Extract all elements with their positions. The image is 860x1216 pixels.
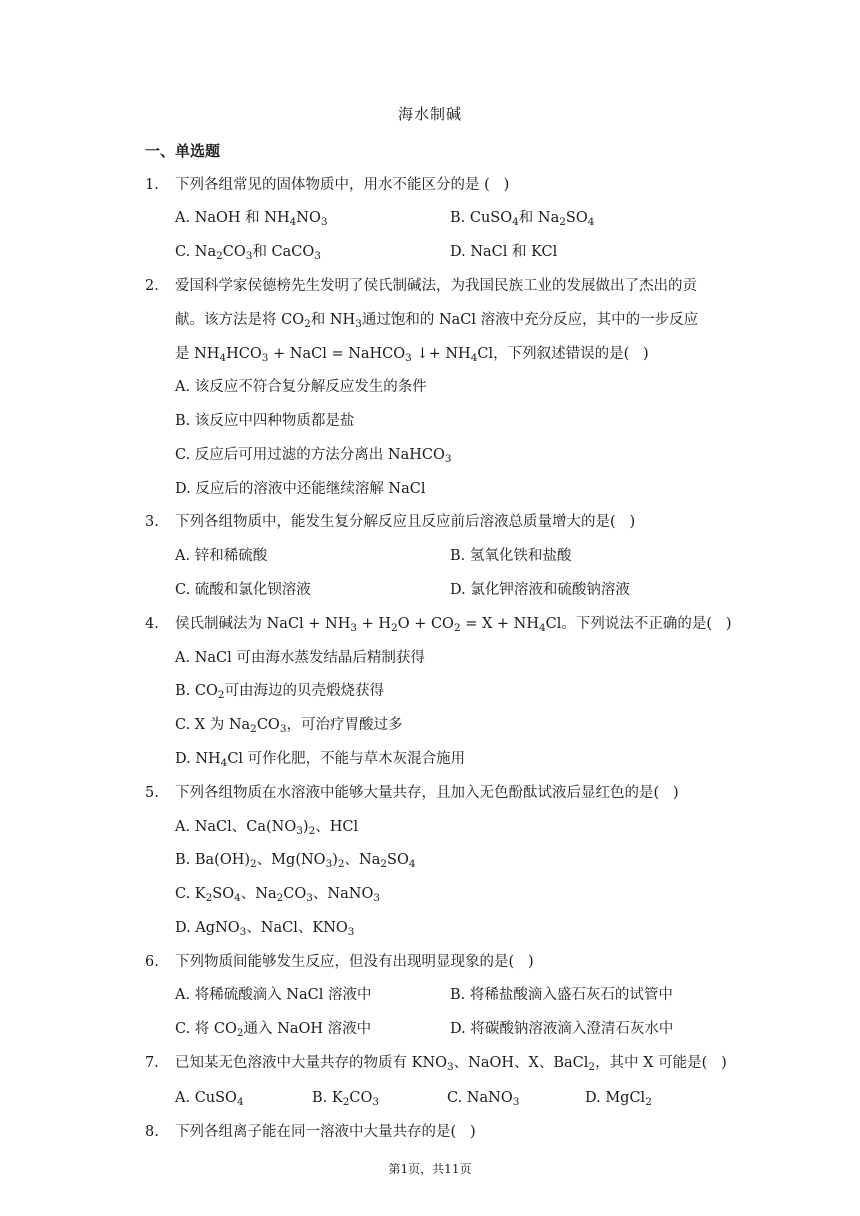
answer-option: B. $Ba(OH)_2$、$Mg(NO_3)_2$、$Na_2SO_4$ xyxy=(175,852,416,870)
section-heading: 一、单选题 xyxy=(145,142,221,160)
answer-option: D. 氯化钾溶液和硫酸钠溶液 xyxy=(450,582,630,598)
question-stem: 已知某无色溶液中大量共存的物质有 $KNO_3$、NaOH、X、BaCl$_2$，其中 X 可能是( ) xyxy=(175,1055,727,1073)
answer-option: C. NaNO$_3$ xyxy=(447,1090,520,1108)
answer-option: C. 将 $CO_2$通入 NaOH 溶液中 xyxy=(175,1021,372,1039)
answer-option: B. $CO_2$可由海边的贝壳煅烧获得 xyxy=(175,683,385,701)
answer-option: C. X 为 $Na_2CO_3$，可治疗胃酸过多 xyxy=(175,717,403,735)
answer-option: C. 硫酸和氯化钡溶液 xyxy=(175,582,311,598)
question-number: 2. xyxy=(145,278,159,294)
answer-option: A. 该反应不符合复分解反应发生的条件 xyxy=(175,379,427,395)
answer-option: B. $K_2CO_3$ xyxy=(312,1090,380,1108)
question-stem: 献。该方法是将 $CO_2$和 $NH_3$通过饱和的 NaCl 溶液中充分反应，其中的一步反应 xyxy=(175,312,699,330)
answer-option: A. NaOH 和 $NH_4NO_3$ xyxy=(175,210,328,228)
question-number: 4. xyxy=(145,616,159,632)
answer-option: B. 氢氧化铁和盐酸 xyxy=(450,548,572,564)
question-stem: 下列物质间能够发生反应，但没有出现明显现象的是( ) xyxy=(175,954,534,970)
answer-option: C. 反应后可用过滤的方法分离出 NaHCO$_3$ xyxy=(175,447,452,465)
document-title: 海水制碱 xyxy=(397,105,462,123)
answer-option: D. 反应后的溶液中还能继续溶解 NaCl xyxy=(175,481,426,497)
question-stem: 侯氏制碱法为 NaCl + $NH_3 + H_2O + CO_2 = X + NH_4Cl$。下列说法不正确的是( ) xyxy=(175,616,732,634)
answer-option: D. AgNO$_3$、NaCl、$KNO_3$ xyxy=(175,920,355,938)
answer-option: A. NaCl、$Ca(NO_3)_2$、HCl xyxy=(175,819,359,837)
answer-option: D. MgCl$_2$ xyxy=(585,1090,652,1108)
page-footer: 第1页，共11页 xyxy=(388,1162,472,1176)
question-stem: 下列各组离子能在同一溶液中大量共存的是( ) xyxy=(175,1124,476,1140)
question-stem: 下列各组物质在水溶液中能够大量共存，且加入无色酚酞试液后显红色的是( ) xyxy=(175,785,679,801)
answer-option: A. CuSO$_4$ xyxy=(175,1090,244,1108)
answer-option: A. 将稀硫酸滴入 NaCl 溶液中 xyxy=(175,987,372,1003)
answer-option: A. 锌和稀硫酸 xyxy=(175,548,268,564)
question-number: 5. xyxy=(145,785,159,801)
question-stem: 下列各组常见的固体物质中，用水不能区分的是 ( ) xyxy=(175,177,510,193)
answer-option: D. $NH_4Cl$ 可作化肥，不能与草木灰混合施用 xyxy=(175,751,466,769)
question-number: 3. xyxy=(145,514,159,530)
answer-option: C. $Na_2CO_3$和 CaCO$_3$ xyxy=(175,244,321,262)
question-stem: 下列各组物质中，能发生复分解反应且反应前后溶液总质量增大的是( ) xyxy=(175,514,636,530)
question-number: 1. xyxy=(145,177,159,193)
answer-option: B. 该反应中四种物质都是盐 xyxy=(175,413,355,429)
question-number: 6. xyxy=(145,954,159,970)
question-number: 8. xyxy=(145,1124,159,1140)
answer-option: C. $K_2SO_4$、$Na_2CO_3$、NaNO$_3$ xyxy=(175,886,380,904)
answer-option: D. NaCl 和 KCl xyxy=(450,244,558,260)
answer-option: D. 将碳酸钠溶液滴入澄清石灰水中 xyxy=(450,1021,674,1037)
question-stem: 爱国科学家侯德榜先生发明了侯氏制碱法，为我国民族工业的发展做出了杰出的贡 xyxy=(175,278,697,294)
answer-option: B. CuSO$_4$和 $Na_2SO_4$ xyxy=(450,210,595,228)
question-number: 7. xyxy=(145,1055,159,1071)
answer-option: B. 将稀盐酸滴入盛石灰石的试管中 xyxy=(450,987,673,1003)
question-stem: 是 $NH_4HCO_3$ + NaCl = NaHCO$_3$ ↓+ $NH_4Cl$，下列叙述错误的是( ) xyxy=(175,346,649,364)
answer-option: A. NaCl 可由海水蒸发结晶后精制获得 xyxy=(175,650,425,666)
